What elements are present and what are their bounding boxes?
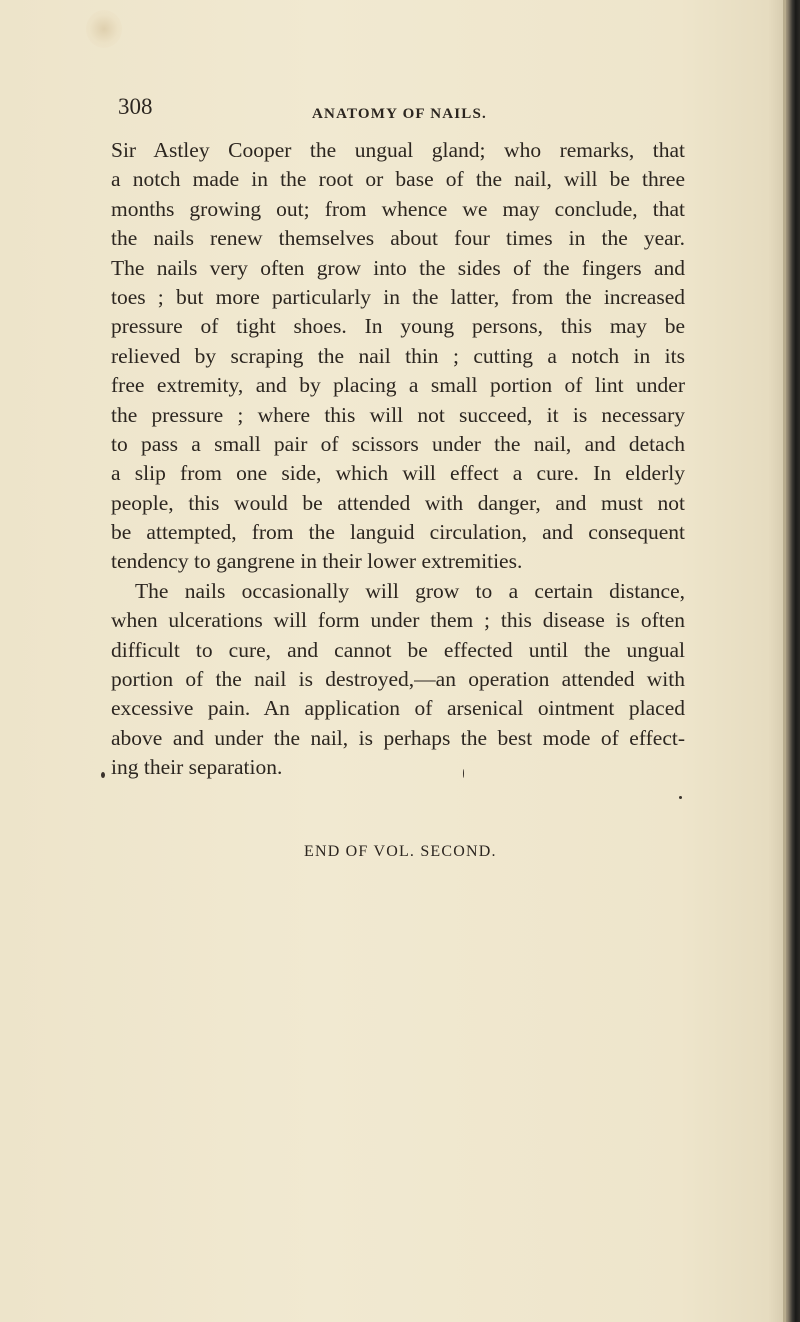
text-line: to pass a small pair of scissors under the nail, and detach (111, 431, 685, 456)
ink-speck (101, 772, 105, 778)
text-line: pressure of tight shoes. In young persons, this may be (111, 314, 685, 339)
text-line: The nails occasionally will grow to a certain distance, (135, 578, 685, 603)
text-line: the nails renew themselves about four times in the year. (111, 226, 685, 251)
text-line: a notch made in the root or base of the nail, will be three (111, 167, 685, 192)
page-number: 308 (118, 94, 153, 119)
ink-speck (679, 796, 682, 799)
text-line: The nails very often grow into the sides of the fingers and (111, 255, 685, 280)
text-line: tendency to gangrene in their lower extremities. (111, 549, 523, 574)
text-line: ing their separation. (111, 755, 283, 780)
text-line: months growing out; from whence we may conclude, that (111, 196, 685, 221)
text-line: toes ; but more particularly in the latter, from the increased (111, 284, 685, 309)
text-line: people, this would be attended with danger, and must not (111, 490, 685, 515)
text-line: free extremity, and by placing a small portion of lint under (111, 373, 685, 398)
text-line: excessive pain. An application of arsenical ointment placed (111, 696, 685, 721)
body-text (111, 136, 685, 783)
binding-edge-highlight (783, 0, 786, 1322)
running-head: ANATOMY OF NAILS. (312, 106, 487, 122)
text-line: above and under the nail, is perhaps the best mode of effect- (111, 725, 685, 750)
text-line: the pressure ; where this will not succeed, it is necessary (111, 402, 685, 427)
text-line: Sir Astley Cooper the ungual gland; who remarks, that (111, 138, 685, 162)
paper-stain (86, 10, 122, 48)
end-of-volume-note: END OF VOL. SECOND. (304, 843, 497, 860)
ink-speck (463, 769, 464, 778)
text-line: a slip from one side, which will effect a cure. In elderly (111, 461, 685, 486)
text-line: relieved by scraping the nail thin ; cutting a notch in its (111, 343, 685, 368)
text-line: be attempted, from the languid circulation, and consequent (111, 520, 685, 545)
text-line: portion of the nail is destroyed,—an operation attended with (111, 667, 685, 692)
text-line: when ulcerations will form under them ; this disease is often (111, 608, 685, 633)
text-line: difficult to cure, and cannot be effected until the ungual (111, 637, 685, 662)
